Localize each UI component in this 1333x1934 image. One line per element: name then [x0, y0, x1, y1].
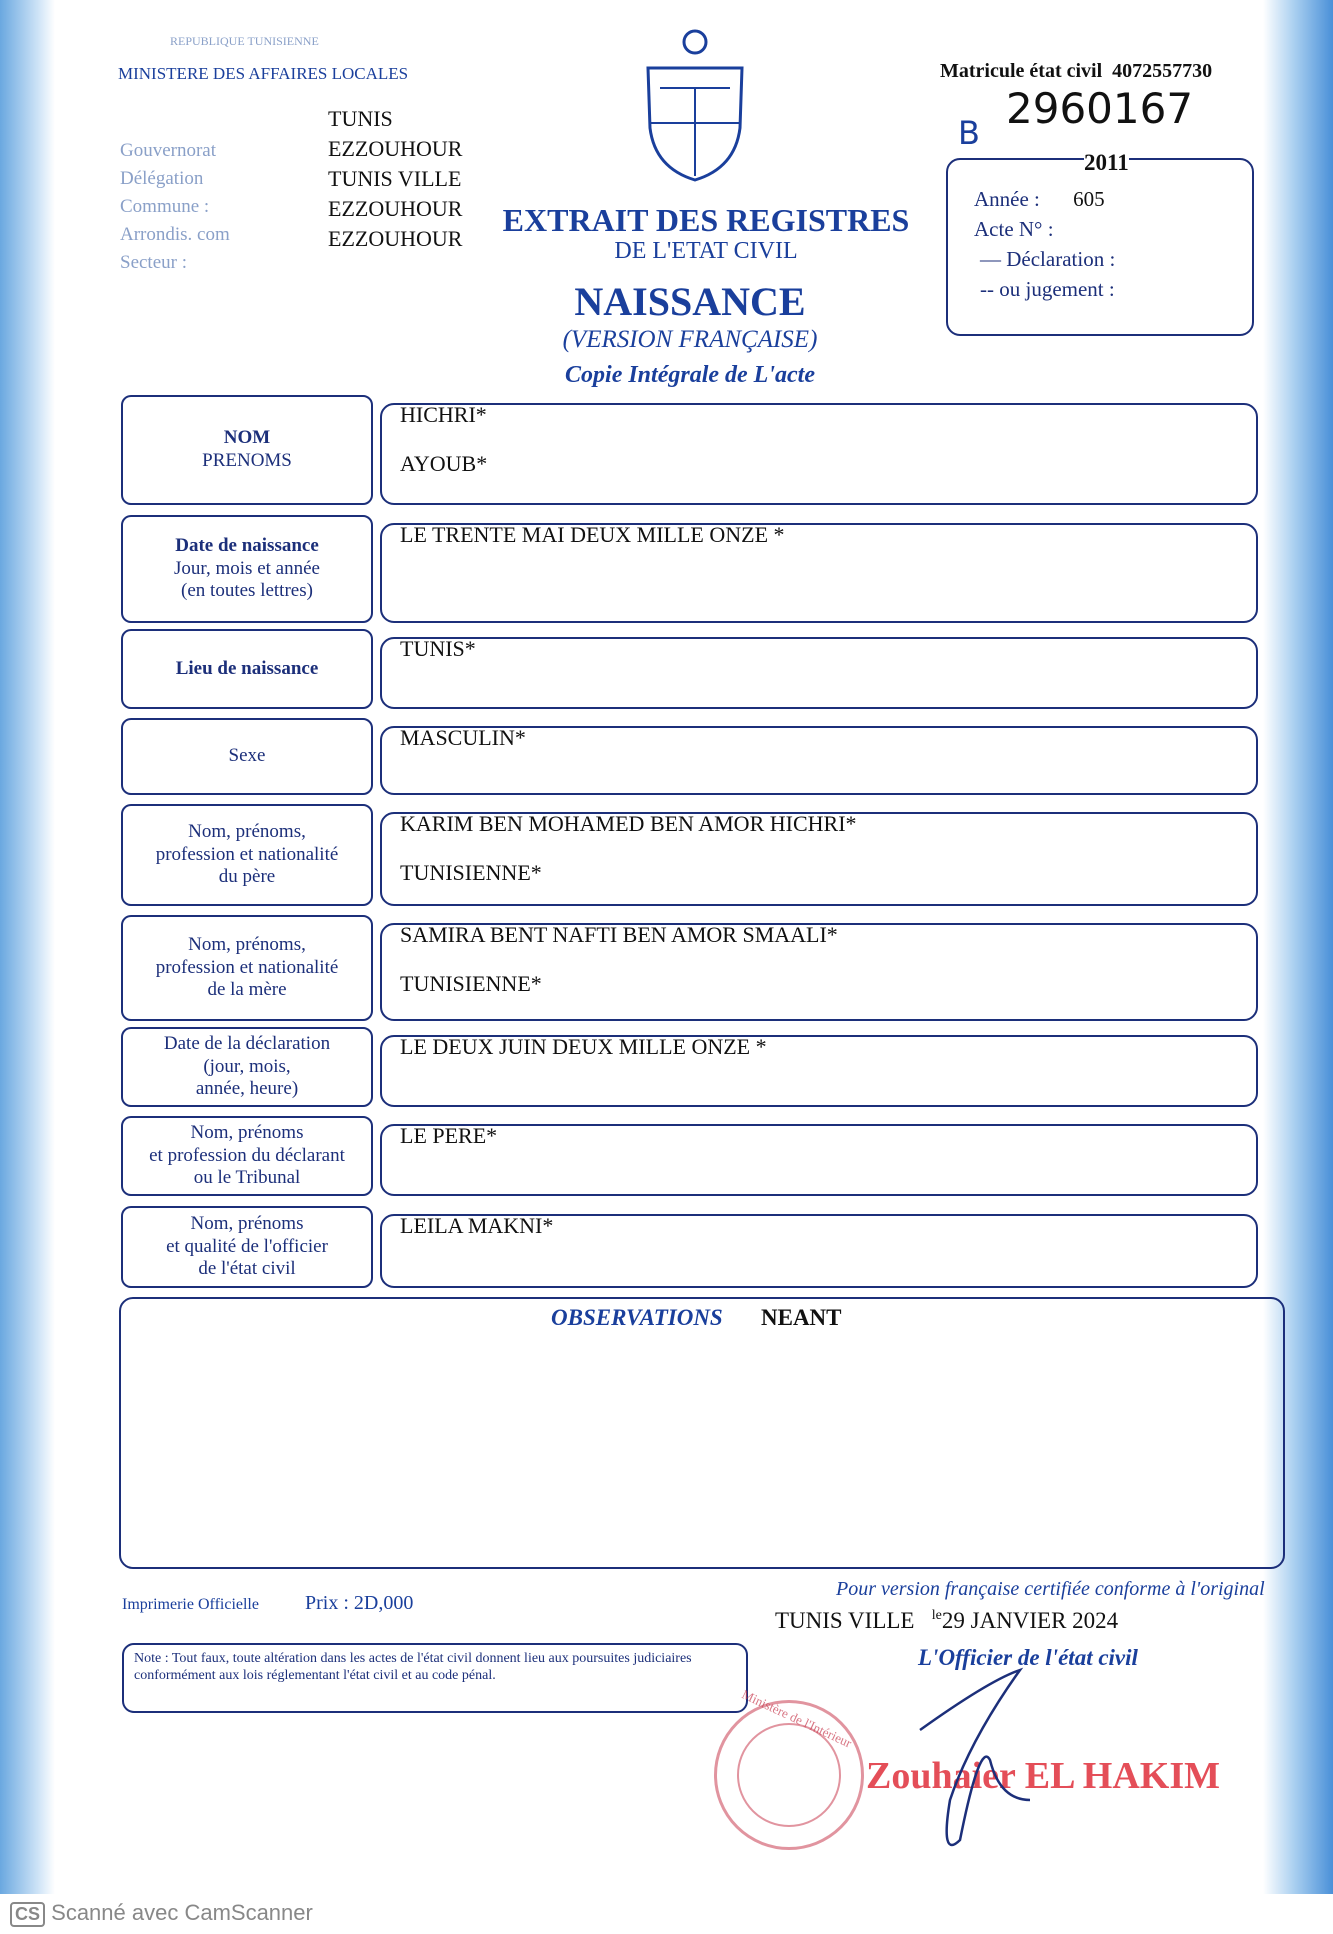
legal-note: Note : Tout faux, toute altération dans les actes de l'état civil donnent lieu aux poursuites judiciaires conformément aux lois réglementant l'état civil et au code pénal.	[122, 1643, 748, 1713]
row-value	[380, 812, 1258, 906]
signature-icon	[910, 1660, 1060, 1860]
value-text: MASCULIN*	[400, 725, 526, 750]
value-text: TUNISIENNE*	[400, 860, 542, 886]
label-text: (jour, mois,	[203, 1055, 291, 1077]
label-text: du père	[218, 866, 276, 888]
row-label	[121, 1027, 373, 1107]
row-label	[121, 804, 373, 906]
ministry-label: MINISTERE DES AFFAIRES LOCALES	[118, 64, 409, 83]
row-label	[121, 629, 373, 709]
label-text: Nom, prénoms	[190, 1212, 304, 1234]
row-value	[380, 523, 1258, 623]
label-text: Sexe	[228, 745, 266, 767]
label-text: profession et nationalité	[155, 956, 339, 978]
value-text: AYOUB*	[400, 451, 488, 477]
issue-place-date: TUNIS VILLE $^{le}$29 JANVIER 2024	[775, 1608, 1119, 1633]
acte-box	[946, 150, 1254, 336]
label-text: Nom, prénoms,	[188, 933, 306, 955]
value-text: LEILA MAKNI*	[400, 1213, 554, 1238]
admin-labels: Gouvernorat Délégation Commune : Arrondis. com Secteur :	[120, 140, 230, 273]
value-text: LE TRENTE MAI DEUX MILLE ONZE *	[400, 522, 785, 547]
value-text: TUNISIENNE*	[400, 971, 542, 997]
acte-year: 2011	[1084, 150, 1129, 175]
certified-label: Pour version française certifiée conforme à l'original	[836, 1578, 1265, 1600]
coat-of-arms-icon	[640, 28, 750, 188]
republic-label: REPUBLIQUE TUNISIENNE	[170, 34, 319, 48]
admin-values: TUNIS EZZOUHOUR TUNIS VILLE EZZOUHOUR EZZOUHOUR	[328, 106, 463, 251]
officer-title: L'Officier de l'état civil	[918, 1645, 1138, 1670]
row-value	[380, 923, 1258, 1021]
label-text: ou le Tribunal	[193, 1167, 301, 1189]
price-label: Prix : 2D,000	[305, 1592, 414, 1614]
row-label	[121, 1116, 373, 1196]
row-value	[380, 403, 1258, 505]
label-text: (en toutes lettres)	[181, 580, 313, 602]
label-text: année, heure)	[195, 1078, 299, 1100]
document-title: EXTRAIT DES REGISTRES	[502, 202, 910, 238]
label-text: et qualité de l'officier	[166, 1235, 328, 1257]
row-label	[121, 1206, 373, 1288]
label-text: Jour, mois et année	[174, 557, 320, 579]
row-value	[380, 1035, 1258, 1107]
label-text: de l'état civil	[198, 1258, 296, 1280]
label-text: Nom, prénoms,	[188, 820, 306, 842]
row-value	[380, 637, 1258, 709]
observations-value: NEANT	[761, 1305, 842, 1330]
label-text: PRENOMS	[202, 450, 292, 471]
scanner-label: Scanné avec CamScanner	[51, 1900, 313, 1925]
label-text: Nom, prénoms	[190, 1121, 304, 1143]
label-text: de la mère	[207, 979, 287, 1001]
value-text: LE DEUX JUIN DEUX MILLE ONZE *	[400, 1034, 767, 1059]
row-value	[380, 1124, 1258, 1196]
label-text: NOM	[223, 427, 271, 449]
copy-label: Copie Intégrale de L'acte	[565, 362, 815, 388]
label-text: profession et nationalité	[155, 843, 339, 865]
label-text: Lieu de naissance	[175, 657, 319, 679]
matricule: Matricule état civil 4072557730	[940, 60, 1213, 82]
camscanner-logo: CS	[10, 1902, 45, 1927]
observations-title: OBSERVATIONS	[551, 1305, 723, 1330]
observations-box	[119, 1297, 1285, 1569]
value-text: LE PERE*	[400, 1123, 498, 1148]
scan-edge-right	[1263, 0, 1333, 1900]
row-label	[121, 718, 373, 795]
series-letter: B	[958, 114, 980, 152]
signatory-stamp: Zouhaier EL HAKIM	[866, 1755, 1221, 1797]
scan-edge-left	[0, 0, 55, 1900]
value-text: HICHRI*	[400, 402, 487, 427]
row-value	[380, 1214, 1258, 1288]
label-text: Date de naissance	[175, 534, 319, 556]
acte-fields: Année : 605 Acte N° : — Déclaration : -- ou jugement :	[974, 187, 1116, 301]
document-subtitle: DE L'ETAT CIVIL	[614, 238, 798, 264]
row-label	[121, 395, 373, 505]
act-type: NAISSANCE	[574, 279, 806, 324]
value-text: SAMIRA BENT NAFTI BEN AMOR SMAALI*	[400, 922, 838, 947]
scanner-watermark	[0, 1894, 1333, 1934]
value-text: TUNIS*	[400, 636, 476, 661]
row-label	[121, 915, 373, 1021]
label-text: Date de la déclaration	[163, 1032, 331, 1054]
row-value	[380, 726, 1258, 795]
version-label: (VERSION FRANÇAISE)	[562, 326, 818, 353]
serial-number: 2960167	[1006, 84, 1194, 133]
official-stamp: Ministère de l'Intérieur	[714, 1700, 864, 1850]
row-label	[121, 515, 373, 623]
label-text: et profession du déclarant	[149, 1144, 345, 1166]
printer-label: Imprimerie Officielle	[122, 1596, 259, 1613]
value-text: KARIM BEN MOHAMED BEN AMOR HICHRI*	[400, 811, 857, 836]
